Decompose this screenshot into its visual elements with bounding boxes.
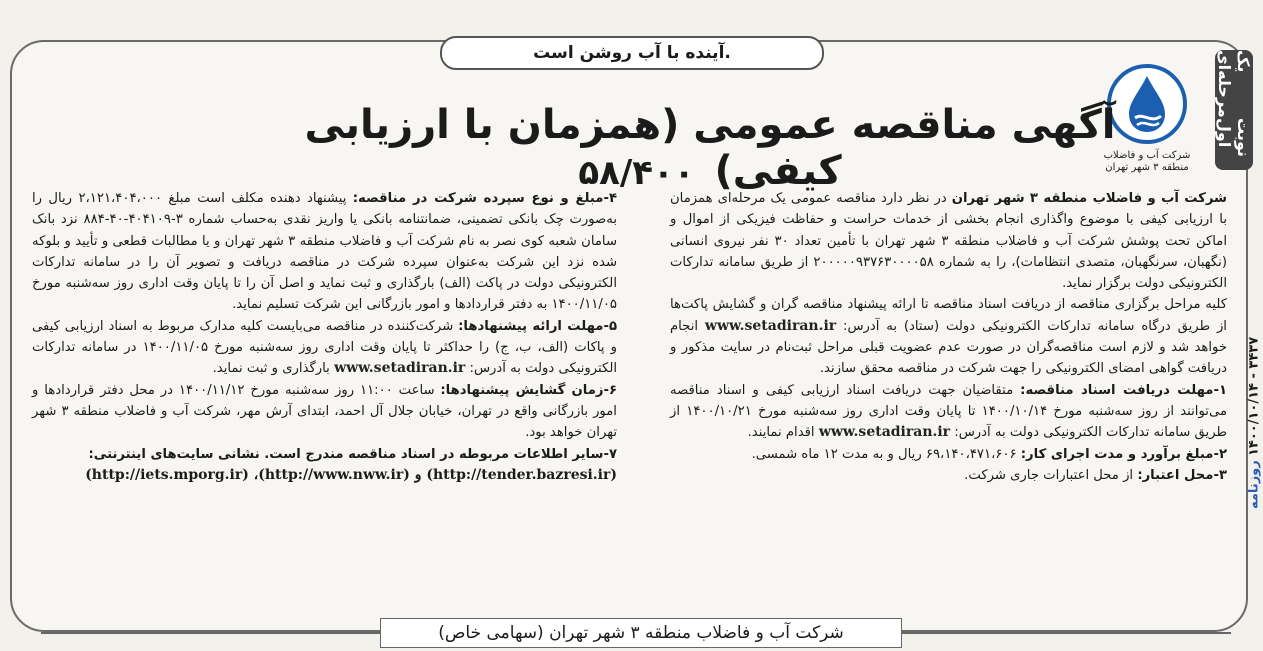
item-7-heading: ۷-سایر اطلاعات مربوطه در اسناد مناقصه مندرج است. نشانی سایت‌های اینترنتی: [88, 446, 617, 462]
item-7 [32, 444, 617, 465]
side-issue-info: ۱۴۰۰/۱۰/۱۴ - ۳۴۳۷ [1246, 337, 1262, 457]
item-5-text: شرکت‌کننده در مناقصه می‌بایست کلیه مدارک مربوط به اسناد ارزیابی کیفی و پاکات (الف، ب، ج) را حداکثر تا پایان وقت اداری روز سه‌شنبه مورخ ۱۴۰۰/۱۱/۰۵ در سامانه تدارکات الکترونیکی دولت به آدرس: [32, 318, 617, 377]
slogan-text: آینده با آب روشن است. [533, 43, 731, 63]
item-5 [32, 316, 617, 380]
newspaper-side-note [1239, 300, 1263, 550]
process-url-link[interactable]: www.setadiran.ir [704, 317, 837, 334]
item-1 [670, 380, 1227, 444]
item-4 [32, 188, 617, 316]
title-text: آگهی مناقصه عمومی (همزمان با ارزیابی کیفی) [304, 102, 1116, 194]
item-1-tail: اقدام نمایند. [747, 425, 815, 441]
item-5-url-link[interactable]: www.setadiran.ir [334, 360, 466, 377]
item-5-heading: ۵-مهلت ارائه پیشنهادها: [458, 318, 617, 334]
logo-caption-1: شرکت آب و فاضلاب [1103, 150, 1191, 161]
process-text-b: انجام خواهد شد و لازم است مناقصه‌گران در صورت عدم عضویت قبلی مراحل ثبت‌نام در سایت مذکور و دریافت گواهی امضای الکترونیکی را جهت شرکت در مناقصه محقق سازند. [670, 318, 1227, 377]
item-4-text: پیشنهاد دهنده مکلف است مبلغ ۲،۱۲۱،۴۰۴،۰۰۰ ریال را به‌صورت چک بانکی تضمینی، ضمانتنامه بانکی یا واریز نقدی به‌حساب شماره ۳-۴۰۴۱۰۹-۴۰-۸۸۴ نزد بانک سامان شعبه کوی نصر به نام شرکت آب و فاضلاب منطقه ۳ شهر تهران و یا مطالبات قطعی و تأیید و بلوکه شده نزد این شرکت به‌عنوان سپرده شرکت در مناقصه دریافت و تصویر آن را در سامانه تدارکات الکترونیکی دولت در پاکت (الف) بارگذاری و ثبت نماید و اصل آن را تا پایان وقت اداری روز سه‌شنبه مورخ ۱۴۰۰/۱۱/۰۵ به دفتر قراردادها و امور بازرگانی این شرکت تسلیم نماید. [32, 191, 617, 313]
footer-company: شرکت آب و فاضلاب منطقه ۳ شهر تهران (سهامی خاص) [438, 623, 844, 643]
side-paper-name: روزنامه [1246, 460, 1262, 509]
intro-company: شرکت آب و فاضلاب منطقه ۳ شهر تهران [951, 191, 1228, 206]
item-3 [670, 465, 1227, 486]
intro-paragraph [670, 188, 1227, 294]
item-6-heading: ۶-زمان گشایش پیشنهادها: [440, 382, 617, 398]
item-4-heading: ۴-مبلغ و نوع سپرده شرکت در مناقصه: [352, 191, 618, 206]
item-2-heading: ۲-مبلغ برآورد و مدت اجرای کار: [1020, 446, 1227, 462]
left-column [32, 188, 617, 486]
item-3-heading: ۳-محل اعتبار: [1137, 467, 1227, 483]
item-5-tail: بارگذاری و ثبت نماید. [212, 361, 330, 377]
item-1-url-link[interactable]: www.setadiran.ir [818, 424, 951, 441]
item-6 [32, 380, 617, 444]
stage-line-1: یک مرحله‌ای [1215, 50, 1253, 118]
item-6-text: ساعت ۱۱:۰۰ روز سه‌شنبه مورخ ۱۴۰۰/۱۱/۱۲ در محل دفتر قراردادها و امور بازرگانی واقع در تهران، خیابان جلال آل احمد، ابتدای آرش مهر، شرکت آب و فاضلاب منطقه ۳ شهر تهران خواهد بود. [32, 382, 617, 441]
right-column [670, 188, 1227, 486]
item-1-heading: ۱-مهلت دریافت اسناد مناقصه: [1020, 382, 1228, 398]
item-3-text: از محل اعتبارات جاری شرکت. [964, 467, 1134, 483]
website-links[interactable]: (http://iets.mporg.ir) ،(http://www.nww.ir) و (http://tender.bazresi.ir) [85, 466, 617, 483]
intro-text: در نظر دارد مناقصه عمومی یک مرحله‌ای همزمان با ارزیابی کیفی با موضوع واگذاری انجام بخشی از خدمات حراست و حفاظت فیزیکی از اموال و اماکن تحت پوشش شرکت آب و فاضلاب منطقه ۳ شهر تهران با تأمین تعداد ۳۰ نفر نیروی انسانی (نگهبان، سرنگهبان، متصدی انتظامات)، را به شماره ۲۰۰۰۰۰۹۳۷۶۳۰۰۰۰۵۸ از طریق سامانه تدارکات الکترونیکی دولت برگزار نماید. [670, 191, 1228, 292]
footer-company-banner [380, 618, 902, 648]
process-text-a: کلیه مراحل برگزاری مناقصه از دریافت اسناد مناقصه تا ارائه پیشنهاد مناقصه گران و گشایش پاکت‌ها از طریق درگاه سامانه تدارکات الکترونیکی دولت (ستاد) به آدرس: [670, 297, 1227, 334]
item-1-text: متقاضیان جهت دریافت اسناد ارزیابی کیفی و اسناد مناقصه می‌توانند از روز سه‌شنبه مورخ ۱۴۰۰/۱۰/۱۴ تا پایان وقت اداری روز سه‌شنبه مورخ ۱۴۰۰/۱۰/۲۱ از طریق سامانه تدارکات الکترونیکی دولت به آدرس: [670, 382, 1228, 441]
tender-number: ۵۸/۴۰۰ [578, 153, 695, 193]
item-2 [670, 444, 1227, 465]
ad-title [270, 102, 1150, 194]
item-2-text: ۶۹،۱۴۰،۴۷۱،۶۰۶ ریال و به مدت ۱۲ ماه شمسی. [751, 446, 1017, 462]
stage-line-2: نوبت اول [1215, 117, 1253, 157]
stage-label [1215, 50, 1253, 170]
slogan-banner [440, 36, 824, 70]
process-paragraph [670, 294, 1227, 379]
logo-caption-2: منطقه ۳ شهر تهران [1105, 162, 1189, 173]
